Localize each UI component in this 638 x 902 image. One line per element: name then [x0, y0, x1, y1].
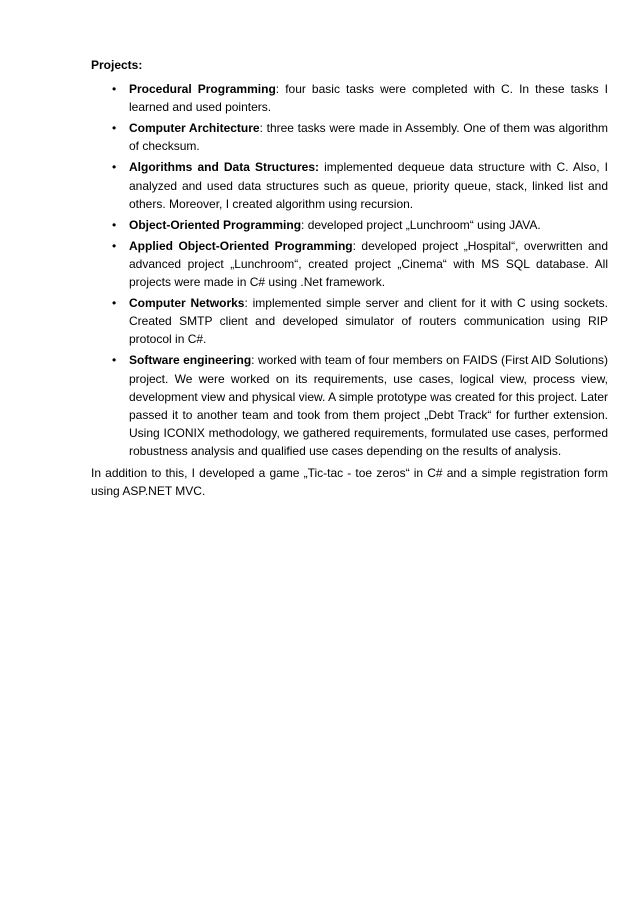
- project-separator: :: [275, 82, 286, 97]
- project-description: developed project „Hospital“, overwritten and advanced project „Lunchroom“, created project „Cinema“ with MS SQL database. All projects were made in C# using .Net framework.: [129, 238, 609, 290]
- project-description: worked with team of four members on FAIDS (First AID Solutions) project. We were worked on its requirements, use cases, logical view, process view, development view and physical view. A simple prototype was created for this project. Later passed it to another team and took from them project „Debt Track“ for further extension. Using ICONIX methodology, we gathered requirements, formulated use cases, performed robustness analysis and qualified use cases depending on the results of analysis.: [129, 353, 608, 458]
- project-separator: :: [251, 353, 258, 368]
- project-description: three tasks were made in Assembly. One of them was algorithm of checksum.: [129, 121, 608, 154]
- projects-heading: Projects:: [91, 58, 143, 72]
- bullet-icon: •: [112, 121, 117, 136]
- project-description: four basic tasks were completed with C. In these tasks I learned and used pointers.: [129, 82, 608, 115]
- project-item: [91, 119, 608, 155]
- bullet-icon: •: [112, 238, 117, 253]
- project-name: Computer Architecture: [129, 121, 260, 136]
- projects-list: [91, 80, 608, 460]
- closing-paragraph: In addition to this, I developed a game „Tic-tac - toe zeros“ in C# and a simple registration form using ASP.NET MVC.: [91, 465, 608, 499]
- project-name: Applied Object-Oriented Programming: [129, 238, 353, 253]
- project-name: Object-Oriented Programming: [129, 217, 302, 232]
- bullet-icon: •: [112, 160, 117, 175]
- project-item: [91, 237, 608, 291]
- project-description: implemented simple server and client for it with C using sockets. Created SMTP client and developed simulator of routers communication using RIP protocol in C#.: [129, 296, 608, 347]
- project-separator: :: [352, 238, 362, 253]
- document-page: [91, 56, 608, 500]
- project-item: [91, 158, 608, 212]
- project-name: Procedural Programming: [129, 82, 276, 97]
- project-description: implemented dequeue data structure with C. Also, I analyzed and used data structures such as queue, priority queue, stack, linked list and others. Moreover, I created algorithm using recursion.: [129, 160, 608, 211]
- project-name: Algorithms and Data Structures:: [129, 160, 320, 175]
- project-item: [91, 351, 608, 460]
- project-item: [91, 216, 608, 234]
- bullet-icon: •: [112, 217, 117, 232]
- bullet-icon: •: [112, 353, 117, 368]
- bullet-icon: •: [112, 82, 117, 97]
- project-description: developed project „Lunchroom“ using JAVA.: [307, 217, 541, 232]
- project-item: [91, 294, 608, 348]
- project-separator: :: [259, 121, 267, 136]
- project-name: Computer Networks: [129, 296, 245, 311]
- project-item: [91, 80, 608, 116]
- project-name: Software engineering: [129, 353, 252, 368]
- project-separator: :: [301, 217, 308, 232]
- project-separator: :: [244, 296, 253, 311]
- bullet-icon: •: [112, 296, 117, 311]
